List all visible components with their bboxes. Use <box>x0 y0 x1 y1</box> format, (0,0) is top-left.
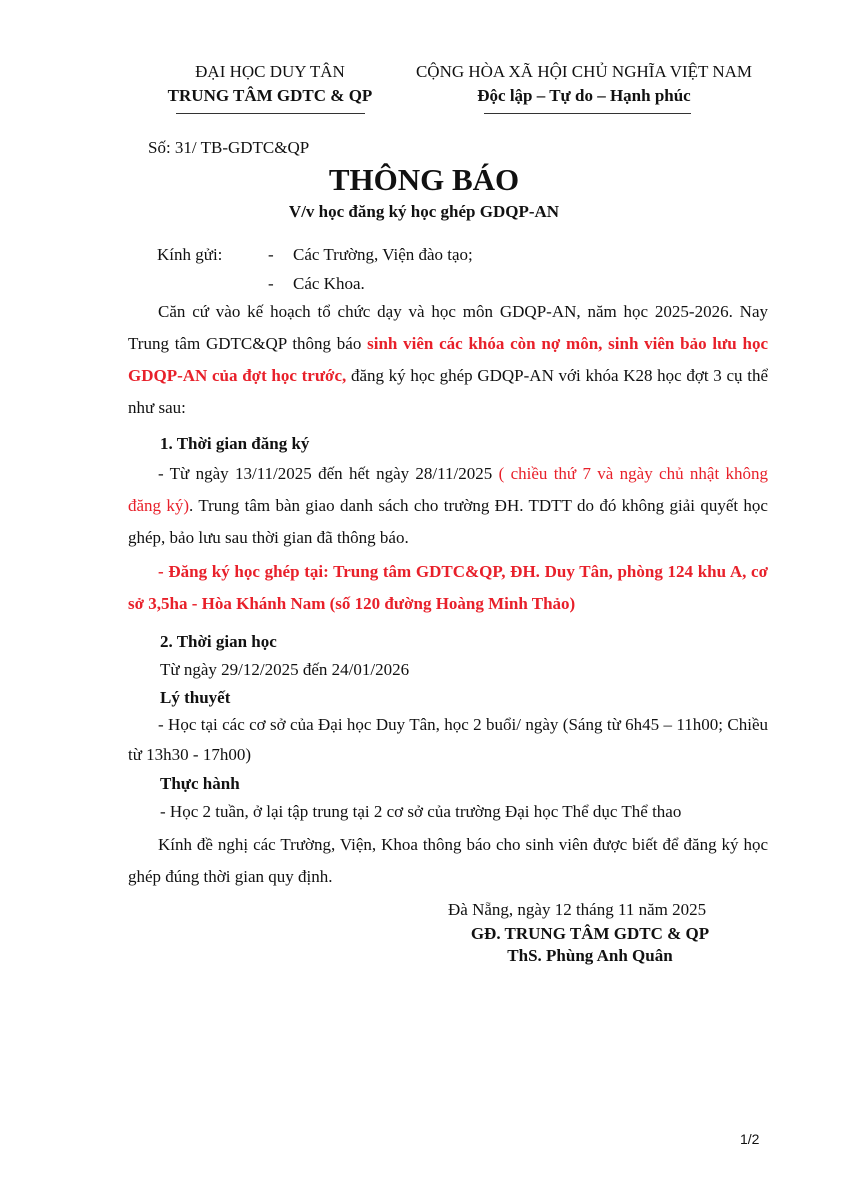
recipient-dash: - <box>268 274 274 293</box>
document-title: THÔNG BÁO <box>328 162 520 197</box>
registration-period-paragraph <box>128 458 768 554</box>
signer-position: GĐ. TRUNG TÂM GDTC & QP <box>470 924 710 943</box>
page-number: 1/2 <box>740 1131 760 1147</box>
registration-note: . Trung tâm bàn giao danh sách cho trường ĐH. TDTT do đó không giải quyết học ghép, bảo lưu sau thời gian đã thông báo. <box>128 496 768 547</box>
recipients-label: Kính gửi: <box>157 245 223 264</box>
study-dates: Từ ngày 29/12/2025 đến 24/01/2026 <box>160 660 410 679</box>
header-org: ĐẠI HỌC DUY TÂN <box>195 62 345 81</box>
intro-highlight: sinh viên các khóa còn nợ môn, sinh viên bảo lưu học GDQP-AN của đợt học trước, <box>128 334 769 385</box>
theory-heading: Lý thuyết <box>160 688 231 707</box>
signer-name: ThS. Phùng Anh Quân <box>507 946 673 965</box>
document-subject: V/v học đăng ký học ghép GDQP-AN <box>288 202 560 221</box>
closing-paragraph: Kính đề nghị các Trường, Viện, Khoa thông báo cho sinh viên được biết để đăng ký học ghép đúng thời gian quy định. <box>128 835 768 886</box>
practice-heading: Thực hành <box>160 774 240 793</box>
header-left-underline <box>176 113 365 114</box>
registration-location: - Đăng ký học ghép tại: Trung tâm GDTC&QP, ĐH. Duy Tân, phòng 124 khu A, cơ sở 3,5ha - Hòa Khánh Nam (số 120 đường Hoàng Minh Thảo) <box>128 562 768 613</box>
intro-paragraph <box>128 296 768 424</box>
intro-text: Căn cứ vào kế hoạch tổ chức dạy và học môn GDQP-AN, năm học 2025-2026. Nay Trung tâm GDTC&QP thông báo <box>128 302 768 353</box>
section-heading: 1. Thời gian đăng ký <box>160 434 310 453</box>
intro-text-end: đăng ký học ghép GDQP-AN với khóa K28 học đợt 3 cụ thể như sau: <box>128 366 769 417</box>
registration-exception: ( chiều thứ 7 và ngày chủ nhật không đăng ký) <box>128 464 768 515</box>
recipient-item: Các Trường, Viện đào tạo; <box>293 245 473 264</box>
header-center: TRUNG TÂM GDTC & QP <box>167 86 373 105</box>
place-date: Đà Nẵng, ngày 12 tháng 11 năm 2025 <box>448 900 707 919</box>
document-number: Số: 31/ TB-GDTC&QP <box>148 138 310 157</box>
practice-text: - Học 2 tuần, ở lại tập trung tại 2 cơ sở của trường Đại học Thể dục Thể thao <box>160 802 682 821</box>
header-country: CỘNG HÒA XÃ HỘI CHỦ NGHĨA VIỆT NAM <box>415 62 753 81</box>
recipient-item: Các Khoa. <box>293 274 365 293</box>
theory-text: - Học tại các cơ sở của Đại học Duy Tân, học 2 buổi/ ngày (Sáng từ 6h45 – 11h00; Chiều từ 13h30 - 17h00) <box>128 715 768 764</box>
recipient-dash: - <box>268 245 274 264</box>
header-right-underline <box>484 113 691 114</box>
section-heading: 2. Thời gian học <box>160 632 277 651</box>
header-motto: Độc lập – Tự do – Hạnh phúc <box>477 86 691 105</box>
registration-dates: - Từ ngày 13/11/2025 đến hết ngày 28/11/2025 <box>158 464 493 483</box>
